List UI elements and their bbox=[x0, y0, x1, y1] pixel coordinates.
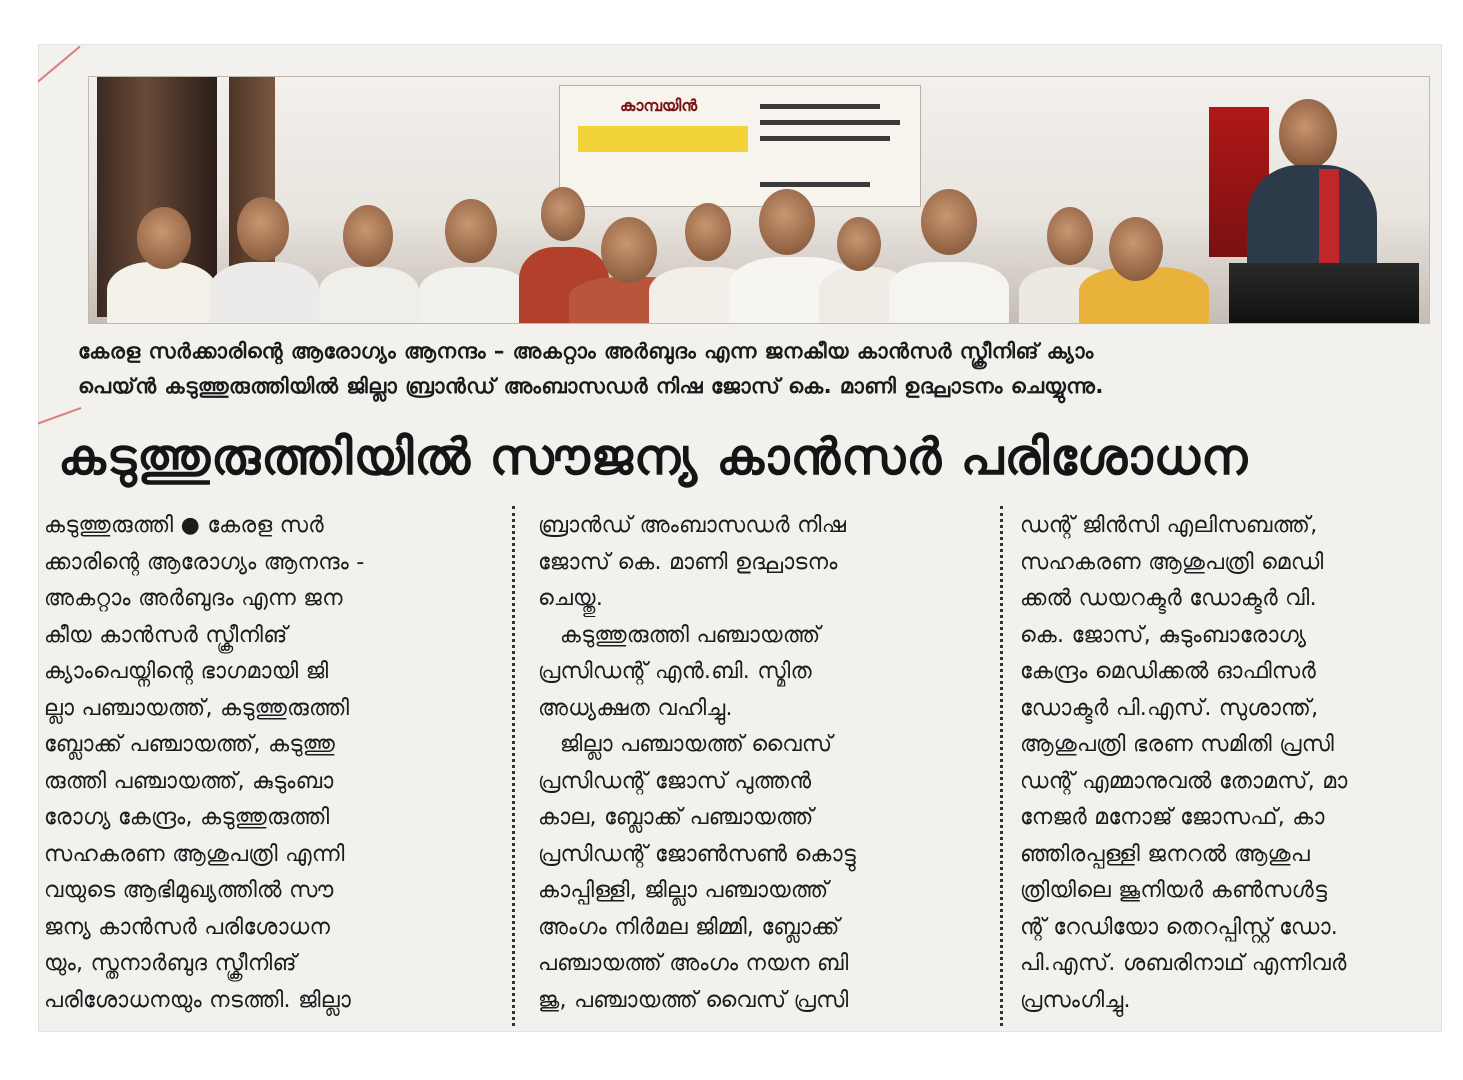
article-line: അധ്യക്ഷത വഹിച്ചു. bbox=[538, 695, 733, 721]
guest-figure bbox=[107, 262, 217, 324]
article-line: പഞ്ചായത്ത് അംഗം നയന ബി bbox=[538, 951, 849, 976]
guest-head bbox=[601, 217, 657, 283]
article-line: ന്റ് റേഡിയോ തെറപ്പിസ്റ്റ് ഡോ. bbox=[1020, 914, 1339, 940]
banner-title: കാമ്പയിൻ bbox=[620, 96, 698, 115]
photo-caption bbox=[78, 334, 1418, 404]
banner-text-line bbox=[760, 136, 890, 141]
article-line: രുത്തി പഞ്ചായത്ത്, കുടുംബാ bbox=[44, 768, 334, 794]
article-line: ഡന്റ് എമ്മാനുവൽ തോമസ്, മാ bbox=[1020, 768, 1348, 794]
article-line: വയുടെ ആഭിമുഖ്യത്തിൽ സൗ bbox=[44, 878, 334, 903]
guest-head bbox=[837, 217, 881, 271]
guest-head bbox=[685, 203, 731, 261]
banner-yellow-strip bbox=[578, 126, 748, 152]
article-line: ക്കാരിന്റെ ആരോഗ്യം ആനന്ദം - bbox=[44, 549, 365, 575]
article-line: സഹകരണ ആശുപത്രി മെഡി bbox=[1020, 549, 1324, 575]
article-line: അകറ്റാം അർബുദം എന്ന ജന bbox=[44, 586, 343, 611]
article-line: ബ്രാൻഡ് അംബാസഡർ നിഷ bbox=[538, 513, 847, 538]
guest-head bbox=[541, 187, 585, 241]
article-line: ജില്ലാ പഞ്ചായത്ത് വൈസ് bbox=[538, 732, 833, 757]
guest-head bbox=[445, 199, 497, 263]
article-line: ആശുപത്രി ഭരണ സമിതി പ്രസി bbox=[1020, 732, 1335, 757]
article-column-1 bbox=[44, 508, 492, 1028]
article-line: ത്രിയിലെ ജൂനിയർ കൺസൾട്ട bbox=[1020, 878, 1328, 903]
article-line: കടുത്തുരുത്തി പഞ്ചായത്ത് bbox=[538, 622, 821, 648]
article-line: പ്രസിഡന്റ് ജോസ് പുത്തൻ bbox=[538, 768, 812, 794]
article-line: ല്ലാ പഞ്ചായത്ത്, കടുത്തുരുത്തി bbox=[44, 695, 350, 721]
guest-head bbox=[137, 207, 191, 269]
article-line: പ്രസിഡന്റ് എൻ.ബി. സ്മിത bbox=[538, 659, 812, 684]
guest-head bbox=[237, 197, 289, 261]
photo-podium bbox=[1229, 263, 1419, 323]
guest-figure bbox=[889, 262, 1009, 324]
guest-head bbox=[921, 189, 977, 255]
article-line: ബ്ലോക്ക് പഞ്ചായത്ത്, കടുത്തു bbox=[44, 732, 336, 757]
article-column-2 bbox=[538, 508, 986, 1028]
article-line: യും, സ്തനാർബുദ സ്ക്രീനിങ് bbox=[44, 951, 297, 976]
banner-text-line bbox=[760, 104, 880, 109]
caption-line: കേരള സർക്കാരിന്റെ ആരോഗ്യം ആനന്ദം – അകറ്റാം അർബുദം എന്ന ജനകീയ കാൻസർ സ്ക്രീനിങ് ക്യാം bbox=[78, 339, 1094, 363]
article-line: കാല, ബ്ലോക്ക് പഞ്ചായത്ത് bbox=[538, 805, 814, 830]
article-line: ഡന്റ് ജിൻസി എലിസബത്ത്, bbox=[1020, 513, 1318, 538]
article-line: സഹകരണ ആശുപത്രി എന്നി bbox=[44, 841, 345, 867]
article-line: ജു, പഞ്ചായത്ത് വൈസ് പ്രസി bbox=[538, 987, 849, 1013]
photo-event-banner bbox=[559, 85, 921, 207]
banner-text-line bbox=[760, 182, 870, 187]
banner-text-line bbox=[760, 120, 900, 125]
article-line: കാപ്പിള്ളി, ജില്ലാ പഞ്ചായത്ത് bbox=[538, 878, 829, 903]
newspaper-clipping bbox=[38, 44, 1442, 1032]
column-divider bbox=[512, 506, 515, 1026]
guest-figure bbox=[319, 267, 419, 324]
guest-head bbox=[343, 205, 393, 267]
speaker-head bbox=[1279, 99, 1337, 169]
article-line: പ്രസിഡന്റ് ജോൺസൺ കൊട്ടു bbox=[538, 841, 857, 867]
article-line: കീയ കാൻസർ സ്ക്രീനിങ് bbox=[44, 622, 288, 648]
article-line: നേജർ മനോജ് ജോസഫ്, കാ bbox=[1020, 805, 1325, 830]
article-line: പരിശോധനയും നടത്തി. ജില്ലാ bbox=[44, 987, 352, 1013]
guest-figure bbox=[209, 262, 319, 324]
article-line: കേന്ദ്രം മെഡിക്കൽ ഓഫിസർ bbox=[1020, 659, 1317, 684]
article-line: രോഗ്യ കേന്ദ്രം, കടുത്തുരുത്തി bbox=[44, 805, 330, 830]
article-line: അംഗം നിർമല ജിമ്മി, ബ്ലോക്ക് bbox=[538, 914, 840, 940]
column-divider bbox=[1000, 506, 1003, 1026]
article-line: ജന്യ കാൻസർ പരിശോധന bbox=[44, 914, 331, 940]
article-line: പി.എസ്. ശബരിനാഥ് എന്നിവർ bbox=[1020, 951, 1347, 976]
article-line: ക്കൽ ഡയറക്ടർ ഡോക്ടർ വി. bbox=[1020, 586, 1317, 611]
guest-head bbox=[1109, 217, 1163, 281]
red-pen-mark bbox=[38, 46, 81, 86]
article-line: ക്യാംപെയ്നിന്റെ ഭാഗമായി ജി bbox=[44, 659, 329, 684]
article-line: ചെയ്തു. bbox=[538, 586, 604, 611]
guest-head bbox=[1047, 207, 1093, 265]
article-line: കെ. ജോസ്, കുടുംബാരോഗ്യ bbox=[1020, 622, 1307, 648]
article-line: കടുത്തുരുത്തി ● കേരള സർ bbox=[44, 513, 324, 538]
article-line: ജോസ് കെ. മാണി ഉദ്ഘാടനം bbox=[538, 549, 838, 575]
article-column-3 bbox=[1020, 508, 1432, 1028]
article-line: ഡോക്ടർ പി.എസ്. സുശാന്ത്, bbox=[1020, 695, 1319, 721]
caption-line: പെയ്ൻ കടുത്തുരുത്തിയിൽ ജില്ലാ ബ്രാൻഡ് അംബാസഡർ നിഷ ജോസ് കെ. മാണി ഉദ്ഘാടനം ചെയ്യുന്നു. bbox=[78, 374, 1104, 398]
guest-figure bbox=[419, 267, 529, 324]
article-line: പ്രസംഗിച്ചു. bbox=[1020, 987, 1131, 1013]
article-line: ഞ്ഞിരപ്പള്ളി ജനറൽ ആശുപ bbox=[1020, 841, 1311, 867]
news-photo bbox=[88, 76, 1430, 324]
headline: കടുത്തുരുത്തിയിൽ സൗജന്യ കാൻസർ പരിശോധന bbox=[58, 428, 1249, 486]
guest-head bbox=[759, 189, 815, 255]
